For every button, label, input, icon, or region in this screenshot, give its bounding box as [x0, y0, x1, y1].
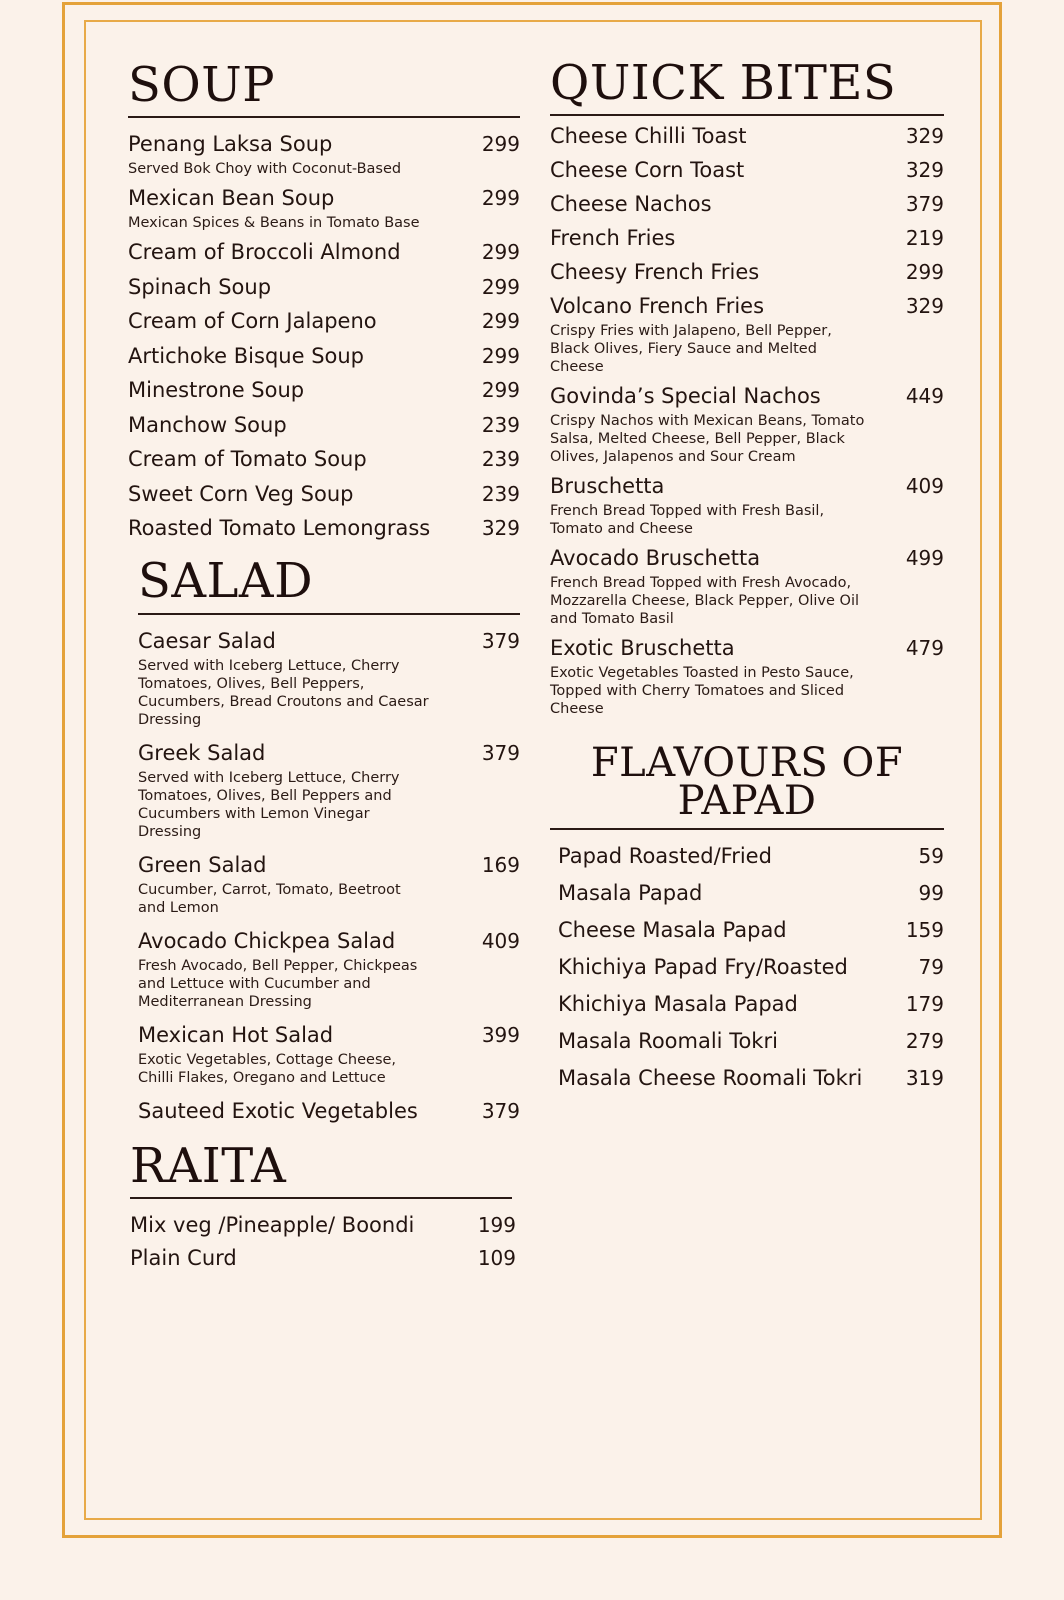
- menu-item: [128, 376, 520, 404]
- menu-item-row: [138, 1097, 520, 1125]
- menu-item-price: 409: [905, 474, 944, 499]
- quick-bites-heading: QUICK BITES: [550, 55, 897, 111]
- papad-heading-line2: PAPAD: [677, 778, 817, 825]
- menu-item-description: French Bread Topped with Fresh Basil, Tomato and Cheese: [550, 503, 825, 538]
- menu-item: [550, 1064, 944, 1092]
- menu-item: [550, 953, 944, 981]
- menu-item-description: Crispy Fries with Jalapeno, Bell Pepper, Black Olives, Fiery Sauce and Melted Cheese: [550, 323, 832, 376]
- menu-item-name: Plain Curd: [130, 1246, 237, 1271]
- menu-item-price: 329: [905, 158, 944, 183]
- menu-item-price: 159: [905, 918, 944, 943]
- menu-item: [550, 879, 944, 907]
- menu-item-row: [550, 990, 944, 1018]
- menu-item-name: Green Salad: [138, 852, 267, 877]
- menu-item-description: Served with Iceberg Lettuce, Cherry Tomatoes, Olives, Bell Peppers and Cucumbers with Lemon Vinegar Dressing: [138, 769, 400, 840]
- menu-item: [550, 472, 944, 538]
- menu-item-name: Minestrone Soup: [128, 378, 305, 403]
- menu-item: [128, 514, 520, 542]
- menu-item: [138, 739, 520, 841]
- menu-item-price: 379: [481, 740, 520, 765]
- menu-item-row: [550, 544, 944, 572]
- menu-item-name: Caesar Salad: [138, 628, 276, 653]
- salad-heading: SALAD: [138, 553, 314, 610]
- menu-item-description: Crispy Nachos with Mexican Beans, Tomato Salsa, Melted Cheese, Bell Pepper, Black Olives, Jalapenos and Sour Cream: [550, 413, 865, 466]
- menu-item-row: [550, 122, 944, 150]
- menu-item-row: [128, 307, 520, 335]
- left-column: [124, 57, 520, 1277]
- menu-item-price: 199: [477, 1213, 516, 1238]
- menu-item-price: 299: [905, 260, 944, 285]
- menu-item: [128, 411, 520, 439]
- menu-item-name: Govinda’s Special Nachos: [550, 384, 821, 409]
- menu-item-price: 79: [918, 955, 944, 980]
- menu-item-price: 299: [481, 343, 520, 368]
- raita-items: [130, 1211, 520, 1272]
- menu-item-row: [550, 190, 944, 218]
- menu-item: [130, 1244, 520, 1272]
- menu-item-row: [550, 634, 944, 662]
- menu-item-price: 329: [905, 124, 944, 149]
- menu-item-price: 279: [905, 1029, 944, 1054]
- menu-item-name: Spinach Soup: [128, 274, 272, 299]
- menu-item-row: [550, 842, 944, 870]
- menu-item-price: 329: [905, 294, 944, 319]
- menu-item-name: French Fries: [550, 226, 676, 251]
- menu-item: [128, 480, 520, 508]
- menu-item-row: [128, 514, 520, 542]
- soup-heading: SOUP: [128, 57, 275, 113]
- menu-item: [138, 851, 520, 917]
- menu-item-description: Fresh Avocado, Bell Pepper, Chickpeas and Lettuce with Cucumber and Mediterranean Dressing: [138, 957, 418, 1010]
- menu-item: [550, 258, 944, 286]
- menu-item-price: 409: [481, 928, 520, 953]
- menu-item-description: Cucumber, Carrot, Tomato, Beetroot and Lemon: [138, 881, 401, 916]
- menu-item: [550, 122, 944, 150]
- quick-bites-section: [550, 55, 944, 718]
- soup-items: [128, 130, 520, 542]
- menu-item-name: Khichiya Papad Fry/Roasted: [558, 955, 848, 980]
- menu-item-price: 379: [481, 628, 520, 653]
- menu-item: [128, 238, 520, 266]
- menu-item-row: [138, 851, 520, 879]
- menu-item-name: Mexican Bean Soup: [128, 186, 335, 211]
- menu-item: [550, 382, 944, 466]
- papad-section: [550, 740, 944, 1092]
- raita-heading: RAITA: [130, 1137, 287, 1194]
- menu-item-name: Masala Roomali Tokri: [558, 1029, 778, 1054]
- menu-item-description: Exotic Vegetables, Cottage Cheese, Chilli Flakes, Oregano and Lettuce: [138, 1051, 397, 1086]
- menu-item-name: Volcano French Fries: [550, 294, 765, 319]
- papad-divider: [550, 828, 944, 830]
- menu-item-price: 59: [918, 844, 944, 869]
- menu-item-row: [130, 1244, 520, 1272]
- menu-item-name: Bruschetta: [550, 474, 665, 499]
- menu-item-name: Greek Salad: [138, 740, 266, 765]
- menu-item-price: 379: [905, 192, 944, 217]
- menu-item-name: Exotic Bruschetta: [550, 636, 735, 661]
- menu-item-name: Mexican Hot Salad: [138, 1022, 334, 1047]
- menu-item-row: [128, 130, 520, 158]
- menu-item: [128, 184, 520, 232]
- soup-divider: [128, 116, 520, 118]
- menu-item-name: Masala Cheese Roomali Tokri: [558, 1066, 863, 1091]
- quick-bites-divider: [550, 114, 944, 116]
- menu-item-name: Cheese Chilli Toast: [550, 124, 747, 149]
- menu-item-name: Khichiya Masala Papad: [558, 992, 798, 1017]
- salad-items: [138, 627, 520, 1125]
- menu-item-name: Artichoke Bisque Soup: [128, 343, 365, 368]
- menu-item-price: 299: [481, 274, 520, 299]
- papad-heading-line1: FLAVOURS OF: [590, 740, 904, 787]
- menu-item-row: [550, 1027, 944, 1055]
- menu-item-price: 449: [905, 384, 944, 409]
- menu-item-row: [550, 953, 944, 981]
- menu-item-name: Cheesy French Fries: [550, 260, 760, 285]
- menu-item-description: Mexican Spices & Beans in Tomato Base: [128, 215, 420, 232]
- menu-item-price: 299: [481, 240, 520, 265]
- menu-item-row: [130, 1211, 520, 1239]
- menu-item-name: Cheese Masala Papad: [558, 918, 787, 943]
- menu-item: [550, 634, 944, 718]
- menu-item-row: [550, 916, 944, 944]
- menu-item-name: Roasted Tomato Lemongrass: [128, 516, 431, 541]
- menu-item: [550, 156, 944, 184]
- quick-bites-items: [550, 122, 944, 718]
- menu-item-description: Served with Iceberg Lettuce, Cherry Tomatoes, Olives, Bell Peppers, Cucumbers, Bread Croutons and Caesar Dressing: [138, 657, 429, 728]
- menu-item-name: Avocado Chickpea Salad: [138, 928, 396, 953]
- menu-item-name: Papad Roasted/Fried: [558, 844, 772, 869]
- menu-item-price: 169: [481, 852, 520, 877]
- menu-item-price: 379: [481, 1098, 520, 1123]
- menu-item-row: [550, 879, 944, 907]
- menu-item-row: [550, 472, 944, 500]
- menu-item-name: Mix veg /Pineapple/ Boondi: [130, 1213, 415, 1238]
- menu-item-row: [128, 445, 520, 473]
- menu-item-price: 499: [905, 546, 944, 571]
- menu-item-price: 239: [481, 481, 520, 506]
- menu-item-row: [128, 342, 520, 370]
- menu-item-price: 239: [481, 412, 520, 437]
- menu-item-row: [550, 1064, 944, 1092]
- menu-item-row: [128, 411, 520, 439]
- papad-items: [550, 842, 944, 1092]
- menu-item: [550, 544, 944, 628]
- menu-item-price: 319: [905, 1066, 944, 1091]
- menu-item-price: 239: [481, 447, 520, 472]
- menu-item-row: [138, 739, 520, 767]
- menu-item-row: [550, 224, 944, 252]
- menu-item: [550, 916, 944, 944]
- menu-item-row: [128, 238, 520, 266]
- salad-divider: [138, 613, 520, 615]
- menu-item-row: [550, 382, 944, 410]
- raita-section: [124, 1137, 520, 1272]
- raita-divider: [130, 1197, 512, 1199]
- menu-item-description: Served Bok Choy with Coconut-Based: [128, 161, 402, 178]
- menu-item: [550, 1027, 944, 1055]
- menu-item-price: 399: [481, 1022, 520, 1047]
- menu-item-row: [128, 480, 520, 508]
- menu-item-price: 299: [481, 132, 520, 157]
- menu-item: [138, 1021, 520, 1087]
- soup-section: [124, 57, 520, 542]
- menu-item-price: 179: [905, 992, 944, 1017]
- menu-item: [138, 1097, 520, 1125]
- menu-item: [128, 130, 520, 178]
- menu-item: [128, 307, 520, 335]
- menu-item: [130, 1211, 520, 1239]
- menu-item: [550, 224, 944, 252]
- menu-item: [550, 190, 944, 218]
- menu-item-name: Sweet Corn Veg Soup: [128, 481, 354, 506]
- menu-item-price: 219: [905, 226, 944, 251]
- menu-item-name: Cream of Corn Jalapeno: [128, 309, 377, 334]
- menu-item-price: 109: [477, 1246, 516, 1271]
- menu-item-row: [550, 292, 944, 320]
- menu-item-name: Cheese Corn Toast: [550, 158, 745, 183]
- menu-item-row: [138, 927, 520, 955]
- menu-item-price: 299: [481, 309, 520, 334]
- menu-item-row: [550, 258, 944, 286]
- menu-item-name: Penang Laksa Soup: [128, 132, 333, 157]
- salad-section: [124, 553, 520, 1124]
- menu-item-price: 299: [481, 186, 520, 211]
- menu-item-name: Sauteed Exotic Vegetables: [138, 1098, 418, 1123]
- menu-item: [138, 927, 520, 1011]
- menu-item-name: Manchow Soup: [128, 412, 287, 437]
- menu-item-name: Cheese Nachos: [550, 192, 712, 217]
- papad-heading: [550, 740, 944, 825]
- menu-item-row: [128, 273, 520, 301]
- menu-item-row: [128, 184, 520, 212]
- menu-item: [128, 445, 520, 473]
- menu-item-row: [550, 156, 944, 184]
- menu-item-price: 479: [905, 636, 944, 661]
- menu-item-price: 99: [918, 881, 944, 906]
- menu-item: [128, 273, 520, 301]
- menu-item-name: Masala Papad: [558, 881, 703, 906]
- menu-item: [138, 627, 520, 729]
- menu-item-name: Cream of Broccoli Almond: [128, 240, 401, 265]
- menu-item-price: 299: [481, 378, 520, 403]
- menu-item-row: [138, 627, 520, 655]
- menu-item-description: Exotic Vegetables Toasted in Pesto Sauce, Topped with Cherry Tomatoes and Sliced Cheese: [550, 665, 854, 718]
- menu-item-price: 329: [481, 516, 520, 541]
- menu-item-name: Avocado Bruschetta: [550, 546, 761, 571]
- menu-item-name: Cream of Tomato Soup: [128, 447, 367, 472]
- menu-item-description: French Bread Topped with Fresh Avocado, Mozzarella Cheese, Black Pepper, Olive Oil and Tomato Basil: [550, 575, 860, 628]
- menu-item-row: [138, 1021, 520, 1049]
- menu-item-row: [128, 376, 520, 404]
- menu-item: [128, 342, 520, 370]
- menu-item: [550, 292, 944, 376]
- menu-item: [550, 990, 944, 1018]
- right-column: [550, 55, 944, 1101]
- menu-item: [550, 842, 944, 870]
